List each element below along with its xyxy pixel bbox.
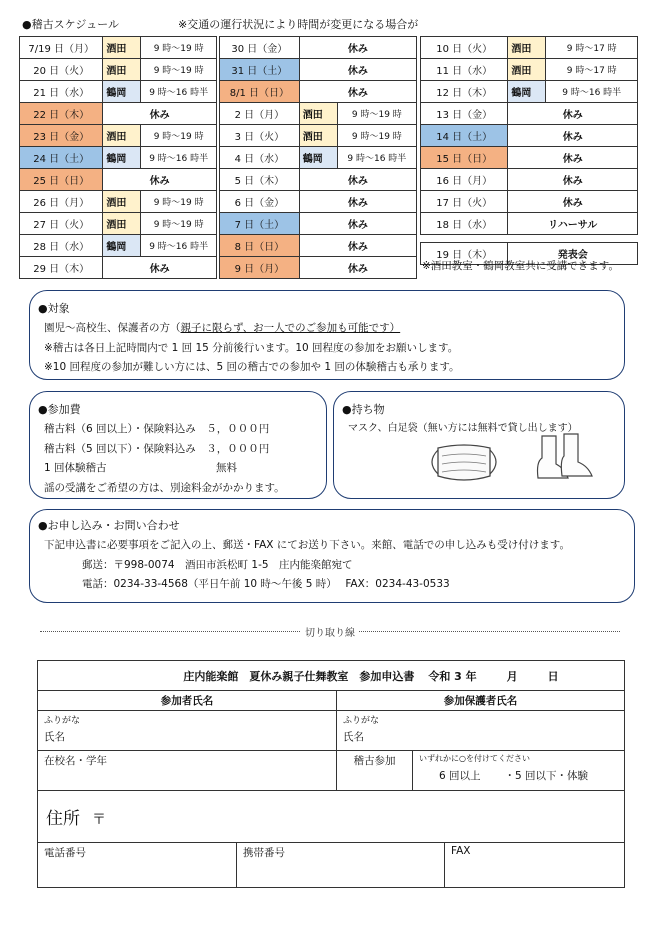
schedule-date: 19 日（木） <box>421 243 508 265</box>
items-text: マスク、白足袋（無い方には無料で貸し出します） <box>348 423 578 435</box>
schedule-off: 休み <box>299 59 416 81</box>
schedule-row <box>421 59 638 81</box>
schedule-row <box>421 147 638 169</box>
schedule-row <box>220 191 417 213</box>
target-title: ●対象 <box>38 302 70 315</box>
schedule-date: 27 日（火） <box>20 213 103 235</box>
form-title-row <box>38 661 624 691</box>
schedule-date: 29 日（木） <box>20 257 103 279</box>
schedule-place: 酒田 <box>103 37 141 59</box>
schedule-date: 14 日（土） <box>421 125 508 147</box>
form-era: 令和 3 年 <box>428 669 477 683</box>
schedule-row <box>20 125 217 147</box>
form-month: 月 <box>506 669 518 683</box>
schedule-off: 休み <box>103 169 217 191</box>
form-day: 日 <box>547 669 559 683</box>
schedule-date: 7 日（土） <box>220 213 300 235</box>
schedule-date: 17 日（火） <box>421 191 508 213</box>
schedule-place: 酒田 <box>299 103 337 125</box>
schedule-date: 10 日（火） <box>421 37 508 59</box>
schedule-row <box>421 213 638 235</box>
fee-box <box>29 391 327 499</box>
schedule-row <box>20 147 217 169</box>
schedule-place: 酒田 <box>103 213 141 235</box>
schedule-place: 酒田 <box>103 125 141 147</box>
schedule-row <box>421 125 638 147</box>
schedule-time: 9 時〜17 時 <box>546 37 638 59</box>
schedule-row <box>220 125 417 147</box>
fax-field[interactable]: FAX <box>451 845 471 857</box>
schedule-date: 4 日（水） <box>220 147 300 169</box>
schedule-off: 休み <box>508 103 638 125</box>
apply-line-1: 下記申込書に必要事項をご記入の上、郵送・FAX にてお送り下さい。来館、電話での申し込みも受け付けます。 <box>44 539 570 552</box>
schedule-date: 23 日（金） <box>20 125 103 147</box>
schedule-off: リハーサル <box>508 213 638 235</box>
schedule-date: 9 日（月） <box>220 257 300 279</box>
mask-icon <box>424 440 504 486</box>
schedule-date: 21 日（水） <box>20 81 103 103</box>
schedule-table-1 <box>19 36 217 279</box>
fee-row-1: 稽古料（6 回以上）・保険料込み ５，０００円 <box>44 423 270 436</box>
schedule-row <box>220 235 417 257</box>
schedule-off: 休み <box>299 213 416 235</box>
schedule-time: 9 時〜16 時半 <box>141 81 217 103</box>
schedule-row <box>220 169 417 191</box>
form-header-row <box>38 691 624 711</box>
schedule-place: 鶴岡 <box>103 147 141 169</box>
schedule-row <box>20 103 217 125</box>
schedule-date: 18 日（水） <box>421 213 508 235</box>
schedule-row <box>220 257 417 279</box>
schedule-date: 15 日（日） <box>421 147 508 169</box>
schedule-row <box>220 37 417 59</box>
schedule-date: 31 日（土） <box>220 59 300 81</box>
schedule-place: 鶴岡 <box>103 235 141 257</box>
apply-title: ●お申し込み・お問い合わせ <box>38 519 180 532</box>
schedule-row <box>421 81 638 103</box>
schedule-time: 9 時〜19 時 <box>141 37 217 59</box>
schedule-row <box>20 169 217 191</box>
schedule-date: 26 日（月） <box>20 191 103 213</box>
attend-opt-2[interactable]: ・5 回以下・体験 <box>504 770 589 782</box>
fee-row-2: 稽古料（5 回以下）・保険料込み ３，０００円 <box>44 442 270 455</box>
schedule-off: 発表会 <box>508 243 638 265</box>
schedule-row <box>20 59 217 81</box>
application-form <box>37 660 625 888</box>
schedule-time: 9 時〜19 時 <box>141 213 217 235</box>
form-phone-row <box>38 843 624 887</box>
schedule-off: 休み <box>299 37 416 59</box>
target-box <box>29 290 625 380</box>
schedule-off: 休み <box>508 169 638 191</box>
target-line-1: 園児〜高校生、保護者の方（親子に限らず、お一人でのご参加も可能です） <box>44 322 401 335</box>
schedule-place: 鶴岡 <box>299 147 337 169</box>
school-field[interactable]: 在校名・学年 <box>38 751 337 790</box>
schedule-off: 休み <box>299 191 416 213</box>
schedule-row <box>421 191 638 213</box>
schedule-row <box>20 235 217 257</box>
schedule-date: 6 日（金） <box>220 191 300 213</box>
target-line-3: ※10 回程度の参加が難しい方には、5 回の稽古での参加や 1 回の体験稽古も承ります。 <box>44 361 460 374</box>
schedule-off: 休み <box>508 191 638 213</box>
schedule-place: 酒田 <box>103 191 141 213</box>
form-name-row <box>38 711 624 751</box>
schedule-footnote: ※酒田教室・鶴岡教室共に受講できます。 <box>422 260 619 272</box>
schedule-off: 休み <box>508 147 638 169</box>
apply-box <box>29 509 635 603</box>
address-field[interactable]: 住所 〒 <box>46 809 106 829</box>
schedule-off: 休み <box>299 257 416 279</box>
schedule-date: 28 日（水） <box>20 235 103 257</box>
schedule-row <box>20 81 217 103</box>
schedule-date: 5 日（木） <box>220 169 300 191</box>
schedule-row <box>421 103 638 125</box>
schedule-date: 11 日（水） <box>421 59 508 81</box>
schedule-time: 9 時〜16 時半 <box>546 81 638 103</box>
schedule-row <box>20 37 217 59</box>
schedule-date: 12 日（木） <box>421 81 508 103</box>
participant-header: 参加者氏名 <box>38 691 337 710</box>
schedule-off: 休み <box>299 81 416 103</box>
target-line-2: ※稽古は各日上記時間内で 1 回 15 分前後行います。10 回程度の参加をお願いします。 <box>44 341 459 354</box>
schedule-time: 9 時〜17 時 <box>546 59 638 81</box>
schedule-table-3 <box>420 36 638 265</box>
apply-line-2: 郵送：〒998-0074 酒田市浜松町 1-5 庄内能楽館宛て <box>82 558 353 571</box>
form-title: 庄内能楽館 夏休み親子仕舞教室 参加申込書 <box>183 669 415 683</box>
schedule-row <box>20 213 217 235</box>
schedule-date: 13 日（金） <box>421 103 508 125</box>
schedule-row <box>421 37 638 59</box>
schedule-note: ※交通の運行状況により時間が変更になる場合が <box>178 18 419 31</box>
attend-label: 稽古参加 <box>337 751 413 790</box>
cut-line: 切り取り線 <box>40 624 620 639</box>
tabi-socks-icon <box>534 432 596 488</box>
schedule-row <box>220 59 417 81</box>
schedule-place: 酒田 <box>508 37 546 59</box>
schedule-date: 8/1 日（日） <box>220 81 300 103</box>
apply-line-3: 電話：0234-33-4568（平日午前 10 時〜午後 5 時） FAX：0234-43-0533 <box>82 578 450 591</box>
schedule-time: 9 時〜16 時半 <box>337 147 416 169</box>
schedule-date: 7/19 日（月） <box>20 37 103 59</box>
schedule-row <box>421 169 638 191</box>
form-school-row <box>38 751 624 791</box>
schedule-row <box>20 257 217 279</box>
guardian-name-field[interactable]: ふりがな 氏名 <box>343 716 380 743</box>
schedule-date: 25 日（日） <box>20 169 103 191</box>
schedule-date: 24 日（土） <box>20 147 103 169</box>
schedule-row <box>20 191 217 213</box>
phone-field[interactable]: 電話番号 <box>38 843 237 887</box>
schedule-row <box>220 103 417 125</box>
schedule-time: 9 時〜19 時 <box>337 103 416 125</box>
items-title: ●持ち物 <box>342 403 385 416</box>
schedule-date: 8 日（日） <box>220 235 300 257</box>
schedule-time: 9 時〜16 時半 <box>141 147 217 169</box>
attend-opt-1[interactable]: 6 回以上 <box>439 770 481 782</box>
form-address-row <box>38 791 624 843</box>
schedule-off: 休み <box>299 235 416 257</box>
guardian-header: 参加保護者氏名 <box>443 695 518 707</box>
schedule-date: 30 日（金） <box>220 37 300 59</box>
participant-name-field[interactable]: ふりがな 氏名 <box>38 711 337 750</box>
schedule-time: 9 時〜19 時 <box>337 125 416 147</box>
schedule-place: 酒田 <box>299 125 337 147</box>
schedule-place: 酒田 <box>103 59 141 81</box>
schedule-off: 休み <box>299 169 416 191</box>
schedule-off: 休み <box>103 103 217 125</box>
schedule-row <box>220 213 417 235</box>
schedule-heading: ●稽古スケジュール <box>22 18 119 31</box>
schedule-date: 20 日（火） <box>20 59 103 81</box>
items-box <box>333 391 625 499</box>
schedule-date: 22 日（木） <box>20 103 103 125</box>
schedule-time: 9 時〜19 時 <box>141 125 217 147</box>
schedule-row <box>220 147 417 169</box>
schedule-date: 3 日（火） <box>220 125 300 147</box>
fee-row-3: 1 回体験稽古 無料 <box>44 462 237 475</box>
schedule-place: 鶴岡 <box>103 81 141 103</box>
schedule-place: 鶴岡 <box>508 81 546 103</box>
schedule-place: 酒田 <box>508 59 546 81</box>
fee-title: ●参加費 <box>38 403 81 416</box>
schedule-time: 9 時〜19 時 <box>141 191 217 213</box>
attend-options[interactable]: いずれかに○を付けてください 6 回以上 ・5 回以下・体験 <box>419 754 589 782</box>
schedule-row <box>220 81 417 103</box>
fee-note: 謡の受講をご希望の方は、別途料金がかかります。 <box>44 481 285 494</box>
schedule-date: 2 日（月） <box>220 103 300 125</box>
schedule-off: 休み <box>103 257 217 279</box>
schedule-date: 16 日（月） <box>421 169 508 191</box>
mobile-field[interactable]: 携帯番号 <box>237 843 445 887</box>
schedule-table-2 <box>219 36 417 279</box>
schedule-time: 9 時〜16 時半 <box>141 235 217 257</box>
schedule-time: 9 時〜19 時 <box>141 59 217 81</box>
schedule-off: 休み <box>508 125 638 147</box>
